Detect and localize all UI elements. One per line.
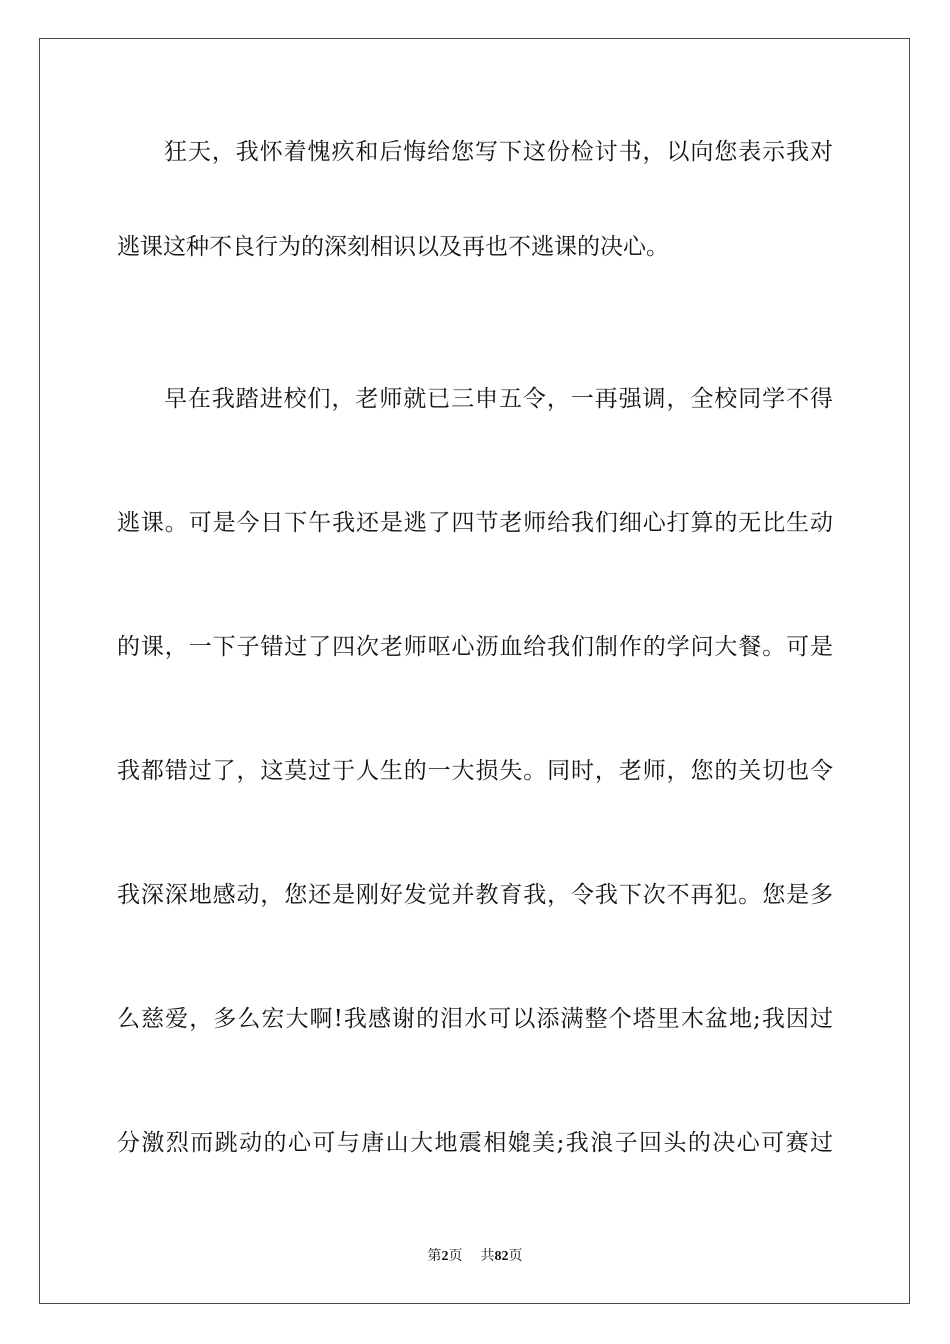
page-border: [39, 38, 910, 1304]
paragraph-2-line-1: 早在我踏进校们，老师就已三申五令，一再强调，全校同学不得: [164, 386, 833, 412]
total-prefix: 共: [480, 1248, 495, 1264]
paragraph-2-line-7: 分激烈而跳动的心可与唐山大地震相媲美;我浪子回头的决心可赛过: [117, 1130, 833, 1156]
page-number: 2: [441, 1249, 449, 1264]
paragraph-1-line-2: 逃课这种不良行为的深刻相识以及再也不逃课的决心。: [117, 234, 669, 260]
total-pages: 82: [494, 1249, 509, 1264]
paragraph-2-line-4: 我都错过了，这莫过于人生的一大损失。同时，老师，您的关切也令: [117, 758, 833, 784]
paragraph-2-line-2: 逃课。可是今日下午我还是逃了四节老师给我们细心打算的无比生动: [117, 510, 833, 536]
page-footer: [0, 1247, 950, 1266]
paragraph-2-line-6: 么慈爱，多么宏大啊!我感谢的泪水可以添满整个塔里木盆地;我因过: [117, 1006, 833, 1032]
total-suffix: 页: [508, 1248, 523, 1264]
paragraph-1-line-1: 狂天，我怀着愧疚和后悔给您写下这份检讨书，以向您表示我对: [164, 139, 833, 165]
paragraph-2-line-3: 的课，一下子错过了四次老师呕心沥血给我们制作的学问大餐。可是: [117, 634, 833, 660]
paragraph-2-line-5: 我深深地感动，您还是刚好发觉并教育我，令我下次不再犯。您是多: [117, 882, 833, 908]
page-prefix: 第: [427, 1248, 442, 1264]
page-suffix: 页: [448, 1248, 463, 1264]
